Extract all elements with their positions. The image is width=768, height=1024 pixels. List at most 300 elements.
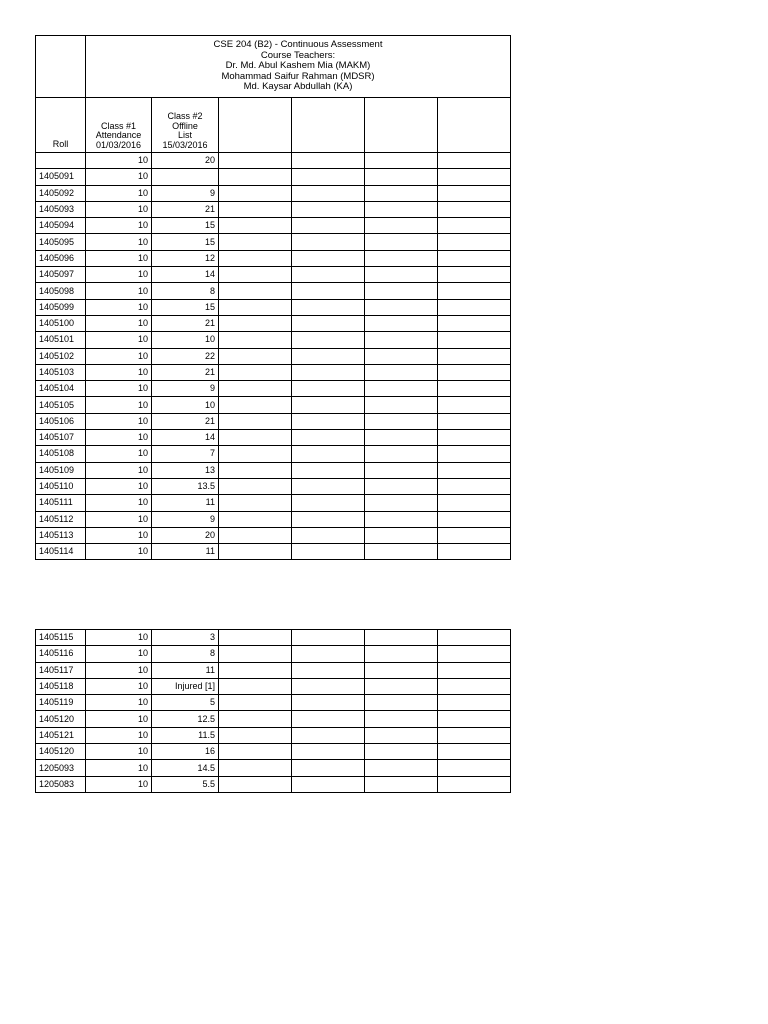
empty-cell: [219, 381, 292, 397]
empty-cell: [292, 776, 365, 792]
class2-header: [152, 98, 219, 153]
table-row: [36, 646, 511, 662]
empty-cell: [292, 678, 365, 694]
empty-cell: [292, 662, 365, 678]
class2-header-line: Class #2: [167, 111, 203, 122]
class2-score-cell: 13: [152, 462, 219, 478]
empty-cell: [438, 332, 511, 348]
table-row: [36, 662, 511, 678]
class2-score-cell: 11: [152, 662, 219, 678]
empty-cell: [292, 201, 365, 217]
empty-cell: [365, 646, 438, 662]
class2-score-cell: 8: [152, 646, 219, 662]
empty-cell: [365, 760, 438, 776]
empty-cell: [438, 234, 511, 250]
class2-score-cell: 7: [152, 446, 219, 462]
empty-cell: [292, 527, 365, 543]
class1-score-cell: 10: [86, 348, 152, 364]
class2-score-cell: 5.5: [152, 776, 219, 792]
class1-score-cell: 10: [86, 185, 152, 201]
class1-score-cell: 10: [86, 495, 152, 511]
class2-header-line: List: [177, 130, 192, 141]
empty-cell: [365, 234, 438, 250]
roll-cell: 1405100: [36, 315, 86, 331]
table-row: [36, 283, 511, 299]
empty-cell: [292, 169, 365, 185]
empty-cell: [438, 283, 511, 299]
roll-cell: 1405110: [36, 478, 86, 494]
empty-cell: [292, 462, 365, 478]
empty-cell: [219, 267, 292, 283]
roll-cell: 1405120: [36, 744, 86, 760]
empty-cell: [365, 218, 438, 234]
empty-cell: [365, 630, 438, 646]
empty-cell: [292, 511, 365, 527]
empty-cell: [292, 413, 365, 429]
empty-cell: [438, 397, 511, 413]
empty-cell: [365, 462, 438, 478]
class2-score-cell: 16: [152, 744, 219, 760]
empty-cell: [219, 153, 292, 169]
class2-score-cell: 22: [152, 348, 219, 364]
table-row: [36, 430, 511, 446]
roll-cell: 1405104: [36, 381, 86, 397]
roll-cell: 1405115: [36, 630, 86, 646]
class1-header-line: Class #1: [100, 120, 136, 131]
class1-score-cell: 10: [86, 527, 152, 543]
empty-cell: [438, 744, 511, 760]
empty-cell: [365, 364, 438, 380]
empty-cell: [438, 299, 511, 315]
empty-cell: [292, 495, 365, 511]
table-row: [36, 332, 511, 348]
table-row: [36, 169, 511, 185]
empty-cell: [219, 527, 292, 543]
empty-cell: [365, 711, 438, 727]
class2-header-line: 15/03/2016: [162, 139, 208, 150]
class2-score-cell: 8: [152, 283, 219, 299]
empty-cell: [365, 662, 438, 678]
class2-score-cell: Injured [1]: [152, 678, 219, 694]
class2-score-cell: 20: [152, 527, 219, 543]
column-header-row: [36, 98, 511, 153]
empty-cell: [365, 299, 438, 315]
class1-score-cell: 10: [86, 511, 152, 527]
empty-cell: [438, 218, 511, 234]
empty-cell: [292, 544, 365, 560]
roll-cell: 1405111: [36, 495, 86, 511]
corner-cell: [36, 36, 86, 98]
empty-cell: [219, 169, 292, 185]
class1-score-cell: 10: [86, 218, 152, 234]
empty-cell: [438, 153, 511, 169]
empty-cell: [219, 695, 292, 711]
empty-cell: [438, 678, 511, 694]
roll-cell: 1405106: [36, 413, 86, 429]
roll-cell: 1405092: [36, 185, 86, 201]
empty-cell: [365, 511, 438, 527]
roll-cell: 1405097: [36, 267, 86, 283]
empty-cell: [365, 413, 438, 429]
empty-cell: [365, 201, 438, 217]
roll-cell: 1405118: [36, 678, 86, 694]
roll-cell: 1405107: [36, 430, 86, 446]
empty-cell: [438, 527, 511, 543]
class2-score-cell: 14: [152, 430, 219, 446]
roll-cell: 1405116: [36, 646, 86, 662]
table-row: [36, 315, 511, 331]
empty-cell: [365, 678, 438, 694]
empty-cell: [219, 446, 292, 462]
roll-cell: 1405121: [36, 727, 86, 743]
empty-cell: [292, 727, 365, 743]
empty-cell: [292, 267, 365, 283]
empty-cell: [219, 646, 292, 662]
table-row: [36, 727, 511, 743]
table-row: [36, 381, 511, 397]
roll-cell: 1405109: [36, 462, 86, 478]
table-row: [36, 462, 511, 478]
title-row: [36, 36, 511, 98]
empty-cell: [219, 299, 292, 315]
table-row: [36, 397, 511, 413]
class2-header-line: Offline: [172, 120, 198, 131]
class2-score-cell: 21: [152, 364, 219, 380]
class2-score-cell: 14: [152, 267, 219, 283]
class2-score-cell: 11: [152, 544, 219, 560]
empty-cell: [365, 397, 438, 413]
empty-cell: [219, 250, 292, 266]
empty-cell: [219, 662, 292, 678]
assessment-table-continued: [35, 629, 511, 793]
empty-cell: [219, 462, 292, 478]
table-row: [36, 218, 511, 234]
class1-score-cell: 10: [86, 234, 152, 250]
class1-max-cell: 10: [86, 153, 152, 169]
class1-header: [86, 98, 152, 153]
empty-cell: [365, 744, 438, 760]
table-row: [36, 478, 511, 494]
class2-score-cell: 13.5: [152, 478, 219, 494]
empty-cell: [292, 332, 365, 348]
class1-score-cell: 10: [86, 446, 152, 462]
table-row: [36, 348, 511, 364]
empty-cell: [292, 446, 365, 462]
class1-score-cell: 10: [86, 283, 152, 299]
empty-cell: [292, 185, 365, 201]
table-row: [36, 267, 511, 283]
empty-cell: [365, 727, 438, 743]
empty-cell: [219, 760, 292, 776]
class2-score-cell: 9: [152, 185, 219, 201]
class1-score-cell: 10: [86, 332, 152, 348]
class2-score-cell: 10: [152, 332, 219, 348]
class1-score-cell: 10: [86, 662, 152, 678]
empty-cell: [438, 495, 511, 511]
roll-cell: 1405105: [36, 397, 86, 413]
empty-cell: [438, 646, 511, 662]
empty-cell: [438, 695, 511, 711]
empty-cell: [292, 430, 365, 446]
class2-score-cell: 21: [152, 413, 219, 429]
empty-cell: [219, 776, 292, 792]
empty-cell: [219, 348, 292, 364]
table-row: [36, 299, 511, 315]
roll-cell: 1405112: [36, 511, 86, 527]
table-row: [36, 185, 511, 201]
empty-cell: [438, 462, 511, 478]
empty-cell: [438, 544, 511, 560]
class1-score-cell: 10: [86, 201, 152, 217]
class1-score-cell: 10: [86, 169, 152, 185]
empty-cell: [438, 630, 511, 646]
empty-cell: [219, 744, 292, 760]
empty-cell: [438, 348, 511, 364]
roll-header: Roll: [36, 98, 86, 153]
empty-cell: [365, 527, 438, 543]
empty-cell: [219, 283, 292, 299]
empty-cell: [438, 727, 511, 743]
class1-score-cell: 10: [86, 462, 152, 478]
empty-header-cell: [365, 98, 438, 153]
class2-score-cell: 12: [152, 250, 219, 266]
class1-score-cell: 10: [86, 630, 152, 646]
empty-cell: [292, 381, 365, 397]
class1-score-cell: 10: [86, 544, 152, 560]
table-row: [36, 250, 511, 266]
empty-cell: [219, 332, 292, 348]
empty-cell: [438, 413, 511, 429]
class2-max-cell: 20: [152, 153, 219, 169]
roll-cell: 1405114: [36, 544, 86, 560]
empty-cell: [438, 315, 511, 331]
empty-cell: [219, 478, 292, 494]
empty-cell: [438, 364, 511, 380]
empty-cell: [438, 381, 511, 397]
roll-cell: 1405120: [36, 711, 86, 727]
class1-score-cell: 10: [86, 760, 152, 776]
empty-cell: [365, 283, 438, 299]
document-title: [86, 36, 511, 98]
class1-header-line: 01/03/2016: [95, 139, 142, 150]
class1-score-cell: 10: [86, 695, 152, 711]
roll-cell: 1405119: [36, 695, 86, 711]
empty-cell: [219, 711, 292, 727]
class2-score-cell: 12.5: [152, 711, 219, 727]
class2-score-cell: 3: [152, 630, 219, 646]
empty-cell: [292, 283, 365, 299]
class2-score-cell: 15: [152, 299, 219, 315]
empty-cell: [219, 727, 292, 743]
class2-score-cell: 9: [152, 511, 219, 527]
empty-cell: [438, 511, 511, 527]
empty-cell: [438, 776, 511, 792]
table-row: [36, 544, 511, 560]
class1-score-cell: 10: [86, 381, 152, 397]
roll-cell: 1405102: [36, 348, 86, 364]
class1-score-cell: 10: [86, 364, 152, 380]
empty-cell: [438, 267, 511, 283]
empty-cell: [365, 776, 438, 792]
class2-score-cell: 14.5: [152, 760, 219, 776]
empty-cell: [292, 348, 365, 364]
empty-cell: [292, 744, 365, 760]
empty-cell: [365, 446, 438, 462]
roll-cell: 1205083: [36, 776, 86, 792]
empty-cell: [219, 678, 292, 694]
empty-cell: [292, 695, 365, 711]
empty-cell: [292, 397, 365, 413]
empty-cell: [438, 760, 511, 776]
class2-score-cell: 9: [152, 381, 219, 397]
class2-score-cell: 11: [152, 495, 219, 511]
empty-cell: [219, 495, 292, 511]
table-row: [36, 446, 511, 462]
empty-cell: [219, 185, 292, 201]
roll-cell: 1405103: [36, 364, 86, 380]
roll-cell: 1405099: [36, 299, 86, 315]
table-row: [36, 527, 511, 543]
class2-score-cell: 5: [152, 695, 219, 711]
empty-cell: [292, 646, 365, 662]
class1-score-cell: 10: [86, 413, 152, 429]
roll-cell: 1405095: [36, 234, 86, 250]
class1-score-cell: 10: [86, 711, 152, 727]
empty-cell: [365, 153, 438, 169]
table-row: [36, 711, 511, 727]
class1-score-cell: 10: [86, 727, 152, 743]
empty-cell: [438, 662, 511, 678]
class2-score-cell: 15: [152, 234, 219, 250]
empty-cell: [438, 446, 511, 462]
empty-cell: [365, 495, 438, 511]
empty-cell: [219, 315, 292, 331]
table-row: [36, 695, 511, 711]
empty-cell: [365, 544, 438, 560]
empty-cell: [219, 630, 292, 646]
empty-cell: [219, 511, 292, 527]
title-line: Dr. Md. Abul Kashem Mia (MAKM): [225, 60, 371, 72]
roll-cell: 1205093: [36, 760, 86, 776]
class2-score-cell: 21: [152, 315, 219, 331]
table-row: [36, 234, 511, 250]
table-row: [36, 630, 511, 646]
table-row: [36, 678, 511, 694]
class1-score-cell: 10: [86, 744, 152, 760]
empty-cell: [438, 185, 511, 201]
empty-cell: [365, 169, 438, 185]
class1-score-cell: 10: [86, 430, 152, 446]
table-row: [36, 744, 511, 760]
roll-cell: 1405091: [36, 169, 86, 185]
empty-cell: [219, 364, 292, 380]
roll-cell: 1405098: [36, 283, 86, 299]
class1-score-cell: 10: [86, 315, 152, 331]
empty-cell: [365, 430, 438, 446]
empty-cell: [365, 381, 438, 397]
empty-cell: [292, 218, 365, 234]
empty-header-cell: [219, 98, 292, 153]
empty-header-cell: [438, 98, 511, 153]
class1-score-cell: 10: [86, 299, 152, 315]
class2-score-cell: [152, 169, 219, 185]
empty-cell: [219, 234, 292, 250]
table-row: [36, 413, 511, 429]
empty-cell: [438, 250, 511, 266]
empty-cell: [365, 250, 438, 266]
table-row: [36, 776, 511, 792]
title-line: Course Teachers:: [260, 49, 336, 61]
roll-cell: 1405108: [36, 446, 86, 462]
table-row: [36, 364, 511, 380]
empty-cell: [365, 478, 438, 494]
roll-cell: 1405117: [36, 662, 86, 678]
class2-score-cell: 10: [152, 397, 219, 413]
table-row: [36, 760, 511, 776]
class1-score-cell: 10: [86, 250, 152, 266]
class1-score-cell: 10: [86, 267, 152, 283]
max-marks-row: [36, 153, 511, 169]
class1-score-cell: 10: [86, 397, 152, 413]
table-row: [36, 511, 511, 527]
empty-cell: [219, 397, 292, 413]
class2-score-cell: 21: [152, 201, 219, 217]
class1-score-cell: 10: [86, 776, 152, 792]
empty-cell: [365, 315, 438, 331]
empty-cell: [438, 711, 511, 727]
roll-cell: 1405113: [36, 527, 86, 543]
empty-cell: [438, 478, 511, 494]
empty-cell: [292, 364, 365, 380]
empty-cell: [365, 332, 438, 348]
roll-cell: 1405094: [36, 218, 86, 234]
empty-cell: [292, 234, 365, 250]
empty-cell: [219, 544, 292, 560]
assessment-table: [35, 35, 511, 560]
empty-cell: [292, 250, 365, 266]
empty-cell: [219, 218, 292, 234]
title-line: Mohammad Saifur Rahman (MDSR): [221, 70, 375, 82]
empty-cell: [219, 413, 292, 429]
empty-header-cell: [292, 98, 365, 153]
empty-cell: [219, 201, 292, 217]
empty-cell: [219, 430, 292, 446]
empty-cell: [438, 430, 511, 446]
title-line: Md. Kaysar Abdullah (KA): [243, 81, 353, 93]
empty-cell: [365, 267, 438, 283]
class1-score-cell: 10: [86, 478, 152, 494]
empty-cell: [292, 153, 365, 169]
empty-cell: [292, 299, 365, 315]
empty-cell: [438, 201, 511, 217]
class1-score-cell: 10: [86, 646, 152, 662]
roll-cell: 1405096: [36, 250, 86, 266]
class1-score-cell: 10: [86, 678, 152, 694]
empty-cell: [365, 185, 438, 201]
class2-score-cell: 11.5: [152, 727, 219, 743]
table-row: [36, 201, 511, 217]
class1-header-line: Attendance: [95, 130, 142, 141]
empty-cell: [365, 348, 438, 364]
class2-score-cell: 15: [152, 218, 219, 234]
title-line: CSE 204 (B2) - Continuous Assessment: [213, 38, 383, 50]
empty-cell: [292, 630, 365, 646]
roll-cell: [36, 153, 86, 169]
empty-cell: [292, 478, 365, 494]
roll-cell: 1405101: [36, 332, 86, 348]
empty-cell: [292, 315, 365, 331]
empty-cell: [365, 695, 438, 711]
